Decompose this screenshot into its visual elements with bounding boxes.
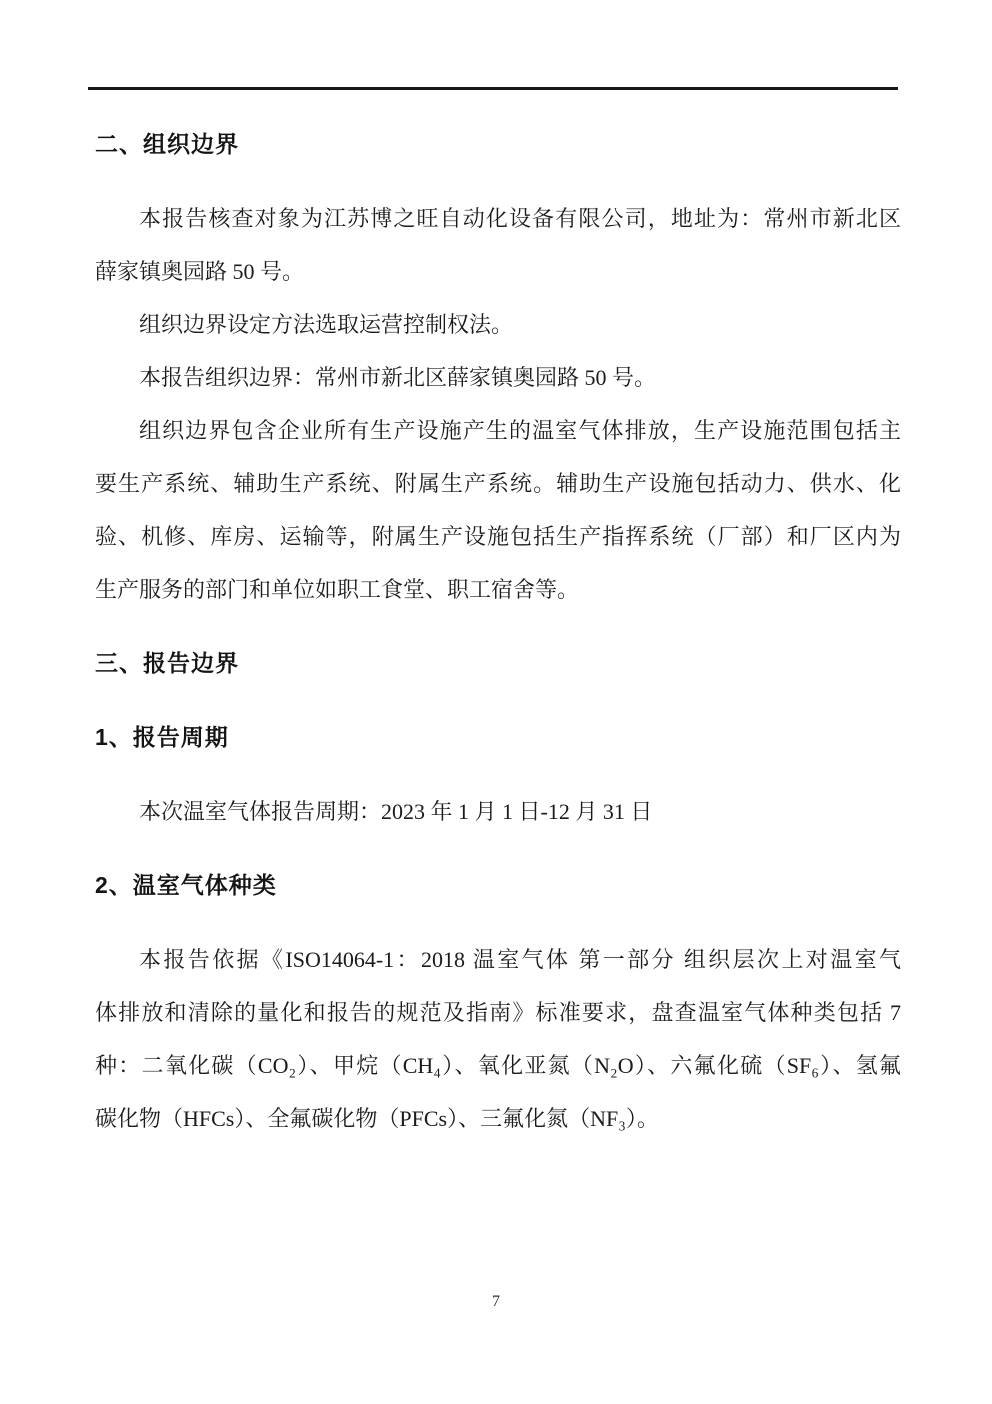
paragraph	[95, 785, 901, 838]
paragraph	[95, 933, 901, 1145]
paragraph-line: 碳化物（HFCs）、全氟碳化物（PFCs）、三氟化氮（NF₃）。	[95, 1106, 659, 1131]
paragraph-line: 薛家镇奥园路 50 号。	[95, 259, 305, 284]
document-content	[95, 0, 901, 1145]
paragraph-line: 组织边界设定方法选取运营控制权法。	[139, 312, 514, 337]
paragraph-line: 种：二氧化碳（CO₂）、甲烷（CH₄）、氧化亚氮（N₂O）、六氟化硫（SF₆）、氢氟	[95, 1053, 901, 1078]
paragraph-line: 组织边界包含企业所有生产设施产生的温室气体排放，生产设施范围包括主	[139, 418, 901, 443]
section-heading: 三、报告边界	[95, 650, 239, 676]
paragraph	[95, 404, 901, 616]
page-number: 7	[492, 1293, 500, 1310]
paragraph	[95, 298, 901, 351]
paragraph-line: 验、机修、库房、运输等，附属生产设施包括生产指挥系统（厂部）和厂区内为	[95, 524, 901, 549]
paragraph-line: 本报告组织边界：常州市新北区薛家镇奥园路 50 号。	[139, 365, 657, 390]
paragraph-line: 体排放和清除的量化和报告的规范及指南》标准要求，盘查温室气体种类包括 7	[95, 1000, 901, 1025]
paragraph-line: 要生产系统、辅助生产系统、附属生产系统。辅助生产设施包括动力、供水、化	[95, 471, 901, 496]
sub-heading: 1、报告周期	[95, 724, 229, 750]
paragraph	[95, 351, 901, 404]
paragraph-line: 本次温室气体报告周期：2023 年 1 月 1 日-12 月 31 日	[139, 799, 653, 824]
paragraph	[95, 192, 901, 298]
section-heading: 二、组织边界	[95, 131, 239, 157]
sub-heading: 2、温室气体种类	[95, 872, 277, 898]
paragraph-line: 本报告依据《ISO14064-1：2018 温室气体 第一部分 组织层次上对温室气	[139, 947, 901, 972]
paragraph-line: 生产服务的部门和单位如职工食堂、职工宿舍等。	[95, 577, 580, 602]
paragraph-line: 本报告核查对象为江苏博之旺自动化设备有限公司，地址为：常州市新北区	[139, 206, 901, 231]
